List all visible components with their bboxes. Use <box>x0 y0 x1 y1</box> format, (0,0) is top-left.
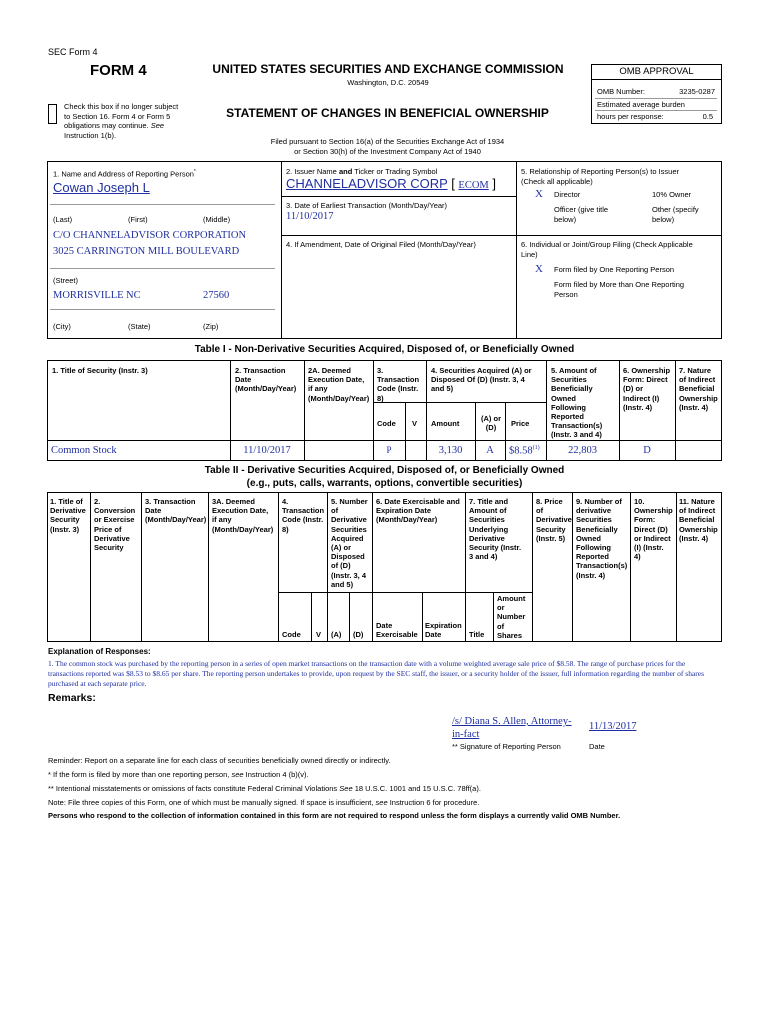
t1-sub-aord: (A) or (D) <box>481 414 501 433</box>
t1-sub-v: V <box>412 419 418 428</box>
t1-col-amount: 5. Amount of Securities Beneficially Owned Following Reported Transaction(s) (Instr. 3 and 4) <box>551 366 603 440</box>
omb-approval-box <box>591 64 722 124</box>
t2-col-conversion: 2. Conversion or Exercise Price of Derivative Security <box>94 497 136 553</box>
t2-col-ownership: 10. Ownership Form: Direct (D) or Indirect (I) (Instr. 4) <box>634 497 673 562</box>
table2-title: Table II - Derivative Securities Acquired, Disposed of, or Beneficially Owned (e.g., puts, calls, warrants, options, convertible securities) <box>204 465 565 489</box>
address-line-1: C/O CHANNELADVISOR CORPORATION <box>53 230 247 241</box>
t2-col-number: 5. Number of Derivative Securities Acquired (A) or Disposed of (D) (Instr. 3, 4 and 5) <box>331 497 368 589</box>
box4-label: 4. If Amendment, Date of Original Filed (Month/Day/Year) <box>286 240 476 249</box>
t2-col-owned: 9. Number of derivative Securities Beneficially Owned Following Reported Transaction(s) (Instr. 4) <box>576 497 628 580</box>
earliest-transaction-date: 11/10/2017 <box>286 211 334 222</box>
table1-title: Table I - Non-Derivative Securities Acquired, Disposed of, or Beneficially Owned <box>194 344 575 355</box>
t1-code: P <box>386 445 392 455</box>
remarks-heading: Remarks: <box>48 692 96 704</box>
signature-date: 11/13/2017 <box>589 721 637 732</box>
t1-sub-code: Code <box>377 419 396 428</box>
t2-sub-date-exercisable: Date Exercisable <box>376 621 418 640</box>
t2-sub-a: (A) <box>331 630 342 639</box>
explanation-heading: Explanation of Responses: <box>48 647 151 656</box>
no-longer-subject-checkbox[interactable] <box>48 104 57 124</box>
t1-amount: 3,130 <box>438 445 463 456</box>
t2-col-price: 8. Price of Derivative Security (Instr. 5) <box>536 497 572 543</box>
t1-col-acquired: 4. Securities Acquired (A) or Disposed Of (D) (Instr. 3, 4 and 5) <box>431 366 532 394</box>
reporting-person-name[interactable]: Cowan Joseph L <box>53 180 150 195</box>
state-value: NC <box>126 290 141 301</box>
t1-sub-amount: Amount <box>431 419 460 428</box>
statement-title: STATEMENT OF CHANGES IN BENEFICIAL OWNERSHIP <box>226 106 549 120</box>
signature[interactable]: /s/ Diana S. Allen, Attorney- in-fact <box>452 716 572 740</box>
t1-form: D <box>643 445 651 456</box>
checkbox-instruction: Check this box if no longer subject to Section 16. Form 4 or Form 5 obligations may continue. See Instruction 1(b). <box>64 102 179 140</box>
t2-col-underlying: 7. Title and Amount of Securities Underlying Derivative Security (Instr. 3 and 4) <box>469 497 522 562</box>
commission-city: Washington, D.C. 20549 <box>347 78 429 87</box>
t2-col-nature: 11. Nature of Indirect Beneficial Ownership (Instr. 4) <box>679 497 718 543</box>
form-title: FORM 4 <box>90 62 147 79</box>
other-label: Other (specify below) <box>652 205 699 224</box>
issuer-name: CHANNELADVISOR CORP [ ECOM ] <box>286 176 496 191</box>
address-line-2: 3025 CARRINGTON MILL BOULEVARD <box>53 246 240 257</box>
ticker-link[interactable]: ECOM <box>458 180 489 191</box>
sec-form-label: SEC Form 4 <box>48 47 98 57</box>
t1-price: $8.58$^{(1)}$ <box>509 445 540 457</box>
omb-title: OMB APPROVAL <box>592 65 721 80</box>
middle-label: (Middle) <box>203 215 231 224</box>
t1-col-nature: 7. Nature of Indirect Beneficial Ownership (Instr. 4) <box>679 366 718 412</box>
t2-col-code: 4. Transaction Code (Instr. 8) <box>282 497 325 534</box>
t1-owned: 22,803 <box>568 445 597 456</box>
box1-label: 1. Name and Address of Reporting Person* <box>53 169 196 179</box>
t2-col-deemed: 3A. Deemed Execution Date, if any (Month/Day/Year) <box>212 497 274 534</box>
omb-hours-label: hours per response: <box>597 112 664 121</box>
street-label: (Street) <box>53 276 79 285</box>
t1-security: Common Stock <box>51 445 117 456</box>
one-person-label: Form filed by One Reporting Person <box>554 265 675 274</box>
reminder-text: Reminder: Report on a separate line for each class of securities beneficially owned directly or indirectly. <box>48 756 391 765</box>
last-label: (Last) <box>53 215 73 224</box>
multi-person-label: Form filed by More than One Reporting Person <box>554 280 685 299</box>
t2-sub-v: V <box>316 630 322 639</box>
t1-col-deemed: 2A. Deemed Execution Date, if any (Month/Day/Year) <box>308 366 370 403</box>
zip-label: (Zip) <box>203 322 219 331</box>
zip-value: 27560 <box>203 290 230 301</box>
box5-label: 5. Relationship of Reporting Person(s) to Issuer (Check all applicable) <box>521 167 679 186</box>
filed-pursuant: Filed pursuant to Section 16(a) of the Securities Exchange Act of 1934 or Section 30(h) of the Investment Company Act of 1940 <box>270 137 505 156</box>
t2-sub-title: Title <box>469 630 485 639</box>
t2-sub-code: Code <box>282 630 301 639</box>
t1-col-date: 2. Transaction Date (Month/Day/Year) <box>235 366 297 394</box>
t1-date: 11/10/2017 <box>243 445 291 456</box>
omb-number-value: 3235-0287 <box>679 87 715 96</box>
footnote-persons: Persons who respond to the collection of information contained in this form are not required to respond unless the form displays a currently valid OMB Number. <box>48 811 621 820</box>
t2-sub-d: (D) <box>353 630 364 639</box>
director-label: Director <box>554 190 581 199</box>
footnote-star1: * If the form is filed by more than one reporting person, see Instruction 4 (b)(v). <box>48 770 309 779</box>
t2-col-title: 1. Title of Derivative Security (Instr. 3) <box>50 497 86 534</box>
omb-number-label: OMB Number: <box>597 87 645 96</box>
t2-sub-amount: Amount or Number of Shares <box>497 594 526 640</box>
omb-hours-value: 0.5 <box>702 112 713 121</box>
city-label: (City) <box>53 322 71 331</box>
t1-col-title: 1. Title of Security (Instr. 3) <box>52 366 148 375</box>
director-check[interactable]: X <box>535 188 543 200</box>
date-label: Date <box>589 742 605 751</box>
box6-label: 6. Individual or Joint/Group Filing (Check Applicable Line) <box>521 240 693 259</box>
box2-label: 2. Issuer Name and Ticker or Trading Symbol <box>286 167 438 176</box>
t1-col-code: 3. Transaction Code (Instr. 8) <box>377 366 420 403</box>
issuer-link[interactable]: CHANNELADVISOR CORP <box>286 176 448 191</box>
ten-pct-owner-label: 10% Owner <box>652 190 692 199</box>
box3-label: 3. Date of Earliest Transaction (Month/Day/Year) <box>286 201 448 210</box>
one-person-check[interactable]: X <box>535 263 543 275</box>
state-label: (State) <box>128 322 151 331</box>
signature-label: ** Signature of Reporting Person <box>452 742 561 751</box>
t1-sub-price: Price <box>511 419 530 428</box>
t2-sub-expiration: Expiration Date <box>425 621 462 640</box>
footnote-star2: ** Intentional misstatements or omissions of facts constitute Federal Criminal Violations See 18 U.S.C. 1001 and 15 U.S.C. 78ff(a). <box>48 784 481 793</box>
t1-col-ownership: 6. Ownership Form: Direct (D) or Indirect (I) (Instr. 4) <box>623 366 671 412</box>
city-value: MORRISVILLE <box>53 290 124 301</box>
omb-burden-label: Estimated average burden <box>597 100 685 109</box>
t1-aord: A <box>486 445 494 456</box>
officer-label: Officer (give title below) <box>554 205 609 224</box>
commission-title: UNITED STATES SECURITIES AND EXCHANGE COMMISSION <box>212 62 564 76</box>
t2-col-exercisable: 6. Date Exercisable and Expiration Date (Month/Day/Year) <box>376 497 460 525</box>
footnote-note: Note: File three copies of this Form, one of which must be manually signed. If space is insufficient, see Instruction 6 for procedure. <box>48 798 480 807</box>
t2-col-date: 3. Transaction Date (Month/Day/Year) <box>145 497 207 525</box>
explanation-note-1: 1. The common stock was purchased by the reporting person in a series of open market transactions on the transaction date with a volume weighted average sale price of $8.58. The range of purchase prices for the transactions reported was $8.53 to $8.65 per share. The reporting person undertakes to provide, upon request by the SEC staff, the issuer, or a security holder of the issuer, full information regarding the number of shares purchased at each separate price. <box>48 659 705 688</box>
first-label: (First) <box>128 215 148 224</box>
